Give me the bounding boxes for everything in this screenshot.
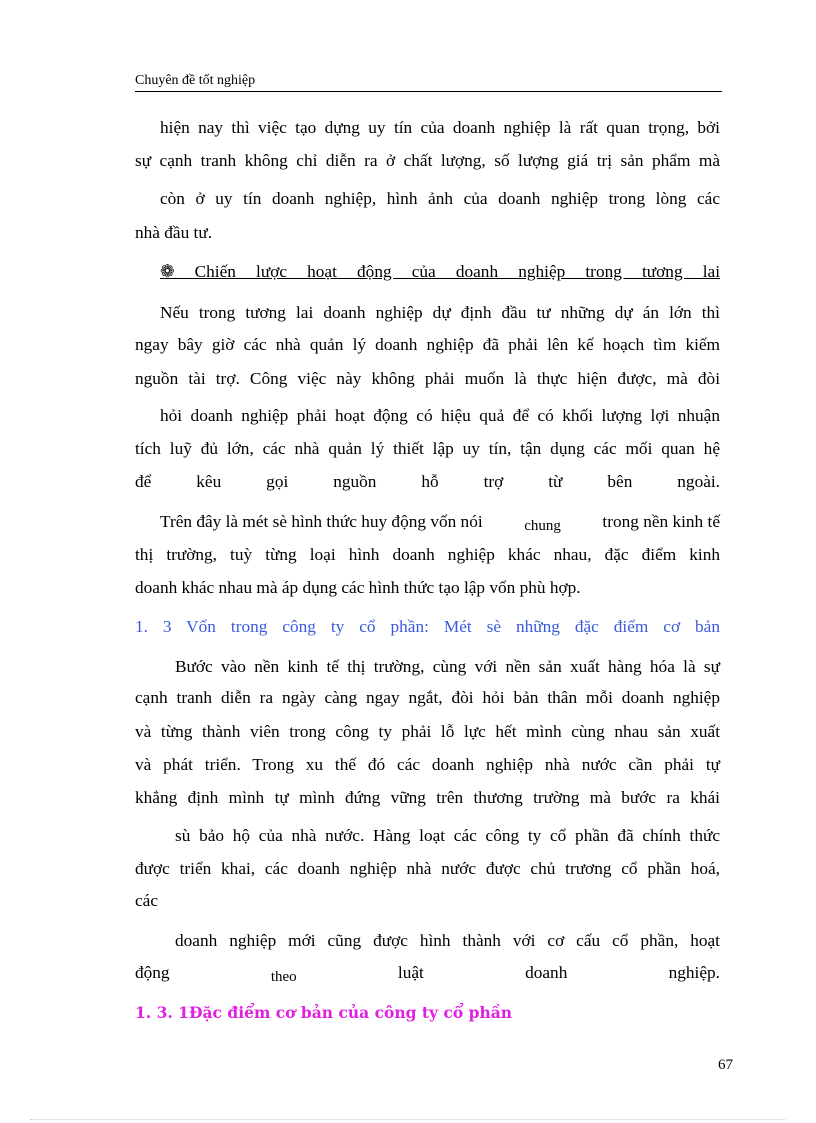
paragraph-line: tích luỹ đủ lớn, các nhà quản lý thiết lập uy tín, tận dụng các mối quan hệ [135, 439, 720, 458]
text-span: luật [397, 963, 424, 982]
paragraph-line [135, 962, 720, 984]
section-heading-capital: 1. 3 Vốn trong công ty cổ phần: Mét sè những đặc điểm cơ bản [135, 617, 720, 636]
section-heading-strategy: ❁ Chiến lược hoạt động của doanh nghiệp trong tương lai [160, 262, 720, 281]
paragraph-line: để kêu gọi nguồn hỗ trợ từ bên ngoài. [135, 472, 720, 491]
paragraph-line: ngay bây giờ các nhà quản lý doanh nghiệp đã phải lên kế hoạch tìm kiếm [135, 335, 720, 354]
paragraph-line: doanh khác nhau mà áp dụng các hình thức tạo lập vốn phù hợp. [135, 578, 581, 597]
text-span: theo [270, 969, 297, 985]
paragraph-line: nhà đầu tư. [135, 223, 213, 242]
paragraph-line: thị trường, tuỳ từng loại hình doanh nghiệp khác nhau, đặc điểm kinh [135, 545, 720, 564]
paragraph-line: khẳng định mình tự mình đứng vững trên thương trường mà bước ra khái [135, 788, 720, 807]
footer-divider [30, 1119, 786, 1120]
paragraph-line: hiện nay thì việc tạo dựng uy tín của doanh nghiệp là rất quan trọng, bởi [160, 118, 720, 137]
page-number: 67 [718, 1057, 733, 1073]
text-span: Trên đây là mét sè hình thức huy động vốn nói [160, 512, 483, 531]
paragraph-line: các [135, 891, 159, 910]
header-divider [135, 91, 722, 92]
paragraph-line: sù bảo hộ của nhà nước. Hàng loạt các công ty cổ phần đã chính thức [175, 826, 720, 845]
text-span: nghiệp. [668, 963, 720, 982]
paragraph-line: Nếu trong tương lai doanh nghiệp dự định đầu tư những dự án lớn thì [160, 303, 720, 322]
page-header: Chuyên đề tốt nghiệp [135, 73, 256, 88]
paragraph-line [160, 511, 720, 533]
paragraph-line: và phát triển. Trong xu thế đó các doanh nghiệp nhà nước cần phải tự [135, 755, 720, 774]
section-heading-characteristics: 1. 3. 1Đặc điểm cơ bản của công ty cổ phần [135, 1003, 513, 1022]
paragraph-line: hỏi doanh nghiệp phải hoạt động có hiệu quả để có khối lượng lợi nhuận [160, 406, 720, 425]
paragraph-line: doanh nghiệp mới cũng được hình thành với cơ cấu cổ phần, hoạt [175, 931, 720, 950]
paragraph-line: và từng thành viên trong công ty phải lỗ lực hết mình cùng nhau sản xuất [135, 722, 720, 741]
paragraph-line: được triển khai, các doanh nghiệp nhà nước được chủ trương cổ phần hoá, [135, 859, 720, 878]
text-span: chung [524, 518, 561, 534]
text-span: trong nền kinh tế [602, 512, 720, 531]
text-span: doanh [525, 963, 568, 982]
paragraph-line: Bước vào nền kinh tế thị trường, cùng với nền sản xuất hàng hóa là sự [175, 657, 720, 676]
text-span: động [135, 963, 170, 982]
paragraph-line: nguồn tài trợ. Công việc này không phải muốn là thực hiện được, mà đòi [135, 369, 720, 388]
paragraph-line: còn ở uy tín doanh nghiệp, hình ảnh của doanh nghiệp trong lòng các [160, 189, 720, 208]
paragraph-line: sự cạnh tranh không chỉ diễn ra ở chất lượng, số lượng giá trị sản phẩm mà [135, 151, 720, 170]
paragraph-line: cạnh tranh diễn ra ngày càng ngay ngắt, đòi hỏi bản thân mỗi doanh nghiệp [135, 688, 720, 707]
